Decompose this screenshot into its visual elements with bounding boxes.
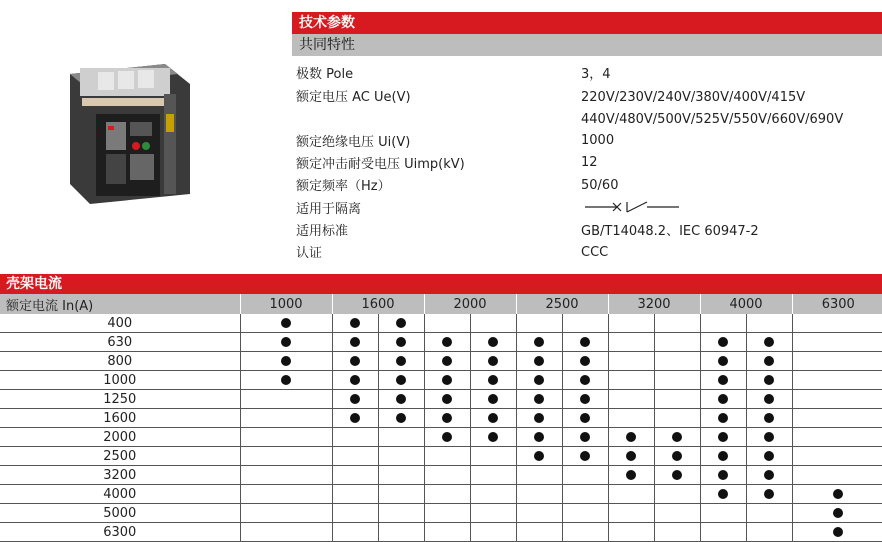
available-dot-icon: [350, 375, 360, 385]
spec-label-rated-voltage: 额定电压 AC Ue(V): [296, 90, 411, 105]
available-dot-icon: [718, 413, 728, 423]
availability-cell: [746, 504, 792, 523]
availability-cell: [470, 447, 516, 466]
availability-cell: [608, 409, 654, 428]
spec-value-rated-voltage-2: 440V/480V/500V/525V/550V/660V/690V: [581, 112, 844, 127]
available-dot-icon: [350, 318, 360, 328]
availability-cell: [562, 466, 608, 485]
availability-cell: [792, 371, 882, 390]
availability-cell: [654, 447, 700, 466]
availability-cell: [378, 352, 424, 371]
availability-cell: [470, 409, 516, 428]
availability-cell: [746, 409, 792, 428]
rated-current-value: 1000: [0, 371, 240, 390]
availability-cell: [746, 466, 792, 485]
availability-cell: [470, 390, 516, 409]
available-dot-icon: [350, 337, 360, 347]
availability-cell: [516, 504, 562, 523]
availability-cell: [700, 485, 746, 504]
available-dot-icon: [718, 356, 728, 366]
availability-cell: [378, 333, 424, 352]
availability-cell: [240, 390, 332, 409]
available-dot-icon: [718, 432, 728, 442]
availability-cell: [792, 352, 882, 371]
availability-cell: [562, 390, 608, 409]
available-dot-icon: [764, 451, 774, 461]
availability-cell: [470, 314, 516, 333]
availability-cell: [746, 428, 792, 447]
rated-current-header: 额定电流 In(A): [0, 294, 240, 314]
spec-value-rated-voltage-1: 220V/230V/240V/380V/400V/415V: [581, 90, 806, 105]
availability-cell: [608, 466, 654, 485]
availability-cell: [654, 485, 700, 504]
availability-cell: [332, 409, 378, 428]
availability-cell: [240, 447, 332, 466]
availability-cell: [792, 428, 882, 447]
available-dot-icon: [442, 413, 452, 423]
availability-cell: [240, 466, 332, 485]
availability-cell: [700, 428, 746, 447]
available-dot-icon: [534, 394, 544, 404]
availability-cell: [332, 390, 378, 409]
availability-cell: [654, 333, 700, 352]
available-dot-icon: [488, 337, 498, 347]
availability-cell: [700, 504, 746, 523]
availability-cell: [240, 352, 332, 371]
available-dot-icon: [396, 356, 406, 366]
spec-value-insulation-voltage: 1000: [581, 133, 615, 148]
available-dot-icon: [764, 356, 774, 366]
availability-cell: [700, 390, 746, 409]
available-dot-icon: [672, 470, 682, 480]
available-dot-icon: [764, 413, 774, 423]
spec-label-certification: 认证: [296, 246, 323, 261]
availability-cell: [700, 447, 746, 466]
availability-cell: [470, 485, 516, 504]
availability-cell: [470, 504, 516, 523]
availability-cell: [516, 371, 562, 390]
table-row: [0, 333, 882, 352]
available-dot-icon: [718, 489, 728, 499]
availability-cell: [608, 333, 654, 352]
table-row: [0, 428, 882, 447]
availability-cell: [516, 352, 562, 371]
availability-cell: [516, 409, 562, 428]
availability-cell: [378, 504, 424, 523]
availability-cell: [516, 314, 562, 333]
availability-cell: [562, 409, 608, 428]
availability-cell: [332, 333, 378, 352]
availability-cell: [240, 371, 332, 390]
availability-cell: [562, 352, 608, 371]
availability-cell: [240, 333, 332, 352]
available-dot-icon: [626, 451, 636, 461]
availability-cell: [378, 428, 424, 447]
available-dot-icon: [764, 432, 774, 442]
availability-cell: [516, 390, 562, 409]
availability-cell: [424, 333, 470, 352]
availability-cell: [746, 485, 792, 504]
available-dot-icon: [350, 413, 360, 423]
availability-cell: [424, 314, 470, 333]
availability-cell: [746, 447, 792, 466]
availability-cell: [746, 371, 792, 390]
rated-current-value: 4000: [0, 485, 240, 504]
available-dot-icon: [672, 432, 682, 442]
available-dot-icon: [534, 356, 544, 366]
availability-cell: [332, 447, 378, 466]
spec-value-standard: GB/T14048.2、IEC 60947-2: [581, 224, 759, 239]
table-row: [0, 409, 882, 428]
available-dot-icon: [442, 375, 452, 385]
availability-cell: [746, 314, 792, 333]
availability-cell: [332, 314, 378, 333]
spec-label-isolation: 适用于隔离: [296, 202, 362, 217]
available-dot-icon: [764, 375, 774, 385]
availability-cell: [378, 409, 424, 428]
availability-cell: [608, 504, 654, 523]
frame-size-header: 3200: [608, 294, 700, 314]
available-dot-icon: [396, 318, 406, 328]
availability-cell: [608, 523, 654, 542]
availability-cell: [378, 314, 424, 333]
availability-cell: [470, 466, 516, 485]
availability-cell: [516, 428, 562, 447]
table-row: [0, 485, 882, 504]
availability-cell: [332, 428, 378, 447]
availability-cell: [608, 314, 654, 333]
available-dot-icon: [626, 470, 636, 480]
availability-cell: [240, 523, 332, 542]
availability-cell: [424, 447, 470, 466]
availability-cell: [424, 504, 470, 523]
available-dot-icon: [488, 413, 498, 423]
available-dot-icon: [764, 489, 774, 499]
spec-label-insulation-voltage: 额定绝缘电压 Ui(V): [296, 135, 411, 150]
availability-cell: [332, 466, 378, 485]
availability-cell: [424, 428, 470, 447]
frame-size-header: 1000: [240, 294, 332, 314]
availability-cell: [332, 504, 378, 523]
available-dot-icon: [718, 375, 728, 385]
available-dot-icon: [534, 337, 544, 347]
available-dot-icon: [442, 394, 452, 404]
availability-cell: [240, 504, 332, 523]
availability-cell: [792, 333, 882, 352]
availability-cell: [562, 314, 608, 333]
frame-current-title: 壳架电流: [0, 274, 882, 294]
available-dot-icon: [718, 451, 728, 461]
availability-cell: [470, 523, 516, 542]
availability-cell: [700, 523, 746, 542]
availability-cell: [654, 314, 700, 333]
available-dot-icon: [281, 375, 291, 385]
isolation-switch-symbol-icon: [583, 198, 683, 214]
availability-cell: [700, 466, 746, 485]
available-dot-icon: [488, 356, 498, 366]
availability-cell: [332, 485, 378, 504]
spec-value-frequency: 50/60: [581, 178, 619, 193]
availability-cell: [654, 428, 700, 447]
available-dot-icon: [396, 375, 406, 385]
available-dot-icon: [281, 356, 291, 366]
availability-cell: [378, 390, 424, 409]
availability-cell: [332, 371, 378, 390]
available-dot-icon: [626, 432, 636, 442]
rated-current-value: 1250: [0, 390, 240, 409]
availability-cell: [700, 409, 746, 428]
table-row: [0, 314, 882, 333]
rated-current-value: 800: [0, 352, 240, 371]
rated-current-value: 6300: [0, 523, 240, 542]
availability-cell: [562, 333, 608, 352]
circuit-breaker-image: [60, 54, 200, 204]
rated-current-value: 1600: [0, 409, 240, 428]
availability-cell: [608, 447, 654, 466]
availability-cell: [470, 428, 516, 447]
available-dot-icon: [488, 432, 498, 442]
availability-cell: [792, 314, 882, 333]
availability-cell: [654, 409, 700, 428]
availability-cell: [654, 390, 700, 409]
available-dot-icon: [764, 394, 774, 404]
spec-value-pole: 3，4: [581, 67, 611, 82]
availability-cell: [562, 428, 608, 447]
availability-cell: [562, 523, 608, 542]
available-dot-icon: [580, 413, 590, 423]
available-dot-icon: [580, 356, 590, 366]
available-dot-icon: [833, 489, 843, 499]
table-row: [0, 352, 882, 371]
availability-cell: [378, 523, 424, 542]
available-dot-icon: [488, 394, 498, 404]
availability-cell: [470, 371, 516, 390]
availability-cell: [608, 428, 654, 447]
available-dot-icon: [534, 375, 544, 385]
spec-label-impulse-voltage: 额定冲击耐受电压 Uimp(kV): [296, 157, 465, 172]
spec-value-certification: CCC: [581, 245, 609, 260]
availability-cell: [608, 485, 654, 504]
frame-size-header: 2500: [516, 294, 608, 314]
rated-current-value: 3200: [0, 466, 240, 485]
availability-cell: [608, 390, 654, 409]
availability-cell: [792, 447, 882, 466]
frame-current-table: [0, 294, 882, 542]
available-dot-icon: [718, 470, 728, 480]
availability-cell: [424, 352, 470, 371]
rated-current-value: 5000: [0, 504, 240, 523]
availability-cell: [792, 504, 882, 523]
frame-size-header: 2000: [424, 294, 516, 314]
table-row: [0, 390, 882, 409]
table-row: [0, 371, 882, 390]
available-dot-icon: [580, 375, 590, 385]
availability-cell: [746, 523, 792, 542]
available-dot-icon: [350, 356, 360, 366]
available-dot-icon: [396, 394, 406, 404]
availability-cell: [654, 371, 700, 390]
availability-cell: [378, 466, 424, 485]
available-dot-icon: [442, 432, 452, 442]
available-dot-icon: [534, 451, 544, 461]
available-dot-icon: [580, 394, 590, 404]
availability-cell: [332, 352, 378, 371]
table-row: [0, 523, 882, 542]
available-dot-icon: [764, 470, 774, 480]
rated-current-value: 2000: [0, 428, 240, 447]
available-dot-icon: [718, 394, 728, 404]
frame-table-body: [0, 314, 882, 542]
available-dot-icon: [396, 413, 406, 423]
availability-cell: [378, 485, 424, 504]
frame-size-header: 4000: [700, 294, 792, 314]
table-row: [0, 504, 882, 523]
availability-cell: [700, 314, 746, 333]
availability-cell: [746, 390, 792, 409]
available-dot-icon: [534, 413, 544, 423]
availability-cell: [332, 523, 378, 542]
availability-cell: [562, 447, 608, 466]
availability-cell: [424, 409, 470, 428]
availability-cell: [654, 466, 700, 485]
available-dot-icon: [580, 451, 590, 461]
availability-cell: [562, 485, 608, 504]
table-row: [0, 447, 882, 466]
availability-cell: [470, 352, 516, 371]
rated-current-value: 400: [0, 314, 240, 333]
table-row: [0, 466, 882, 485]
availability-cell: [746, 333, 792, 352]
availability-cell: [240, 314, 332, 333]
frame-size-header: 1600: [332, 294, 424, 314]
frame-header-row: [0, 294, 882, 314]
available-dot-icon: [580, 432, 590, 442]
availability-cell: [516, 523, 562, 542]
availability-cell: [654, 504, 700, 523]
availability-cell: [562, 504, 608, 523]
spec-label-frequency: 额定频率（Hz）: [296, 179, 391, 194]
frame-size-header: 6300: [792, 294, 882, 314]
availability-cell: [240, 409, 332, 428]
available-dot-icon: [833, 527, 843, 537]
available-dot-icon: [281, 318, 291, 328]
availability-cell: [700, 352, 746, 371]
availability-cell: [516, 466, 562, 485]
available-dot-icon: [442, 356, 452, 366]
availability-cell: [424, 485, 470, 504]
availability-cell: [516, 447, 562, 466]
availability-cell: [378, 371, 424, 390]
availability-cell: [792, 485, 882, 504]
available-dot-icon: [833, 508, 843, 518]
availability-cell: [562, 371, 608, 390]
availability-cell: [700, 371, 746, 390]
available-dot-icon: [350, 394, 360, 404]
availability-cell: [654, 352, 700, 371]
spec-label-pole: 极数 Pole: [296, 67, 354, 82]
available-dot-icon: [488, 375, 498, 385]
tech-params-title: 技术参数: [292, 12, 882, 34]
availability-cell: [608, 371, 654, 390]
availability-cell: [516, 485, 562, 504]
availability-cell: [470, 333, 516, 352]
available-dot-icon: [580, 337, 590, 347]
availability-cell: [240, 428, 332, 447]
availability-cell: [746, 352, 792, 371]
available-dot-icon: [534, 432, 544, 442]
availability-cell: [792, 466, 882, 485]
availability-cell: [424, 390, 470, 409]
availability-cell: [792, 523, 882, 542]
availability-cell: [654, 523, 700, 542]
available-dot-icon: [442, 337, 452, 347]
available-dot-icon: [672, 451, 682, 461]
availability-cell: [378, 447, 424, 466]
spec-label-standard: 适用标准: [296, 224, 349, 239]
availability-cell: [516, 333, 562, 352]
available-dot-icon: [396, 337, 406, 347]
spec-value-impulse-voltage: 12: [581, 155, 598, 170]
availability-cell: [700, 333, 746, 352]
availability-cell: [424, 523, 470, 542]
availability-cell: [792, 390, 882, 409]
available-dot-icon: [281, 337, 291, 347]
availability-cell: [424, 371, 470, 390]
availability-cell: [424, 466, 470, 485]
availability-cell: [240, 485, 332, 504]
rated-current-value: 2500: [0, 447, 240, 466]
available-dot-icon: [764, 337, 774, 347]
availability-cell: [608, 352, 654, 371]
rated-current-value: 630: [0, 333, 240, 352]
common-features-title: 共同特性: [292, 34, 882, 56]
availability-cell: [792, 409, 882, 428]
available-dot-icon: [718, 337, 728, 347]
